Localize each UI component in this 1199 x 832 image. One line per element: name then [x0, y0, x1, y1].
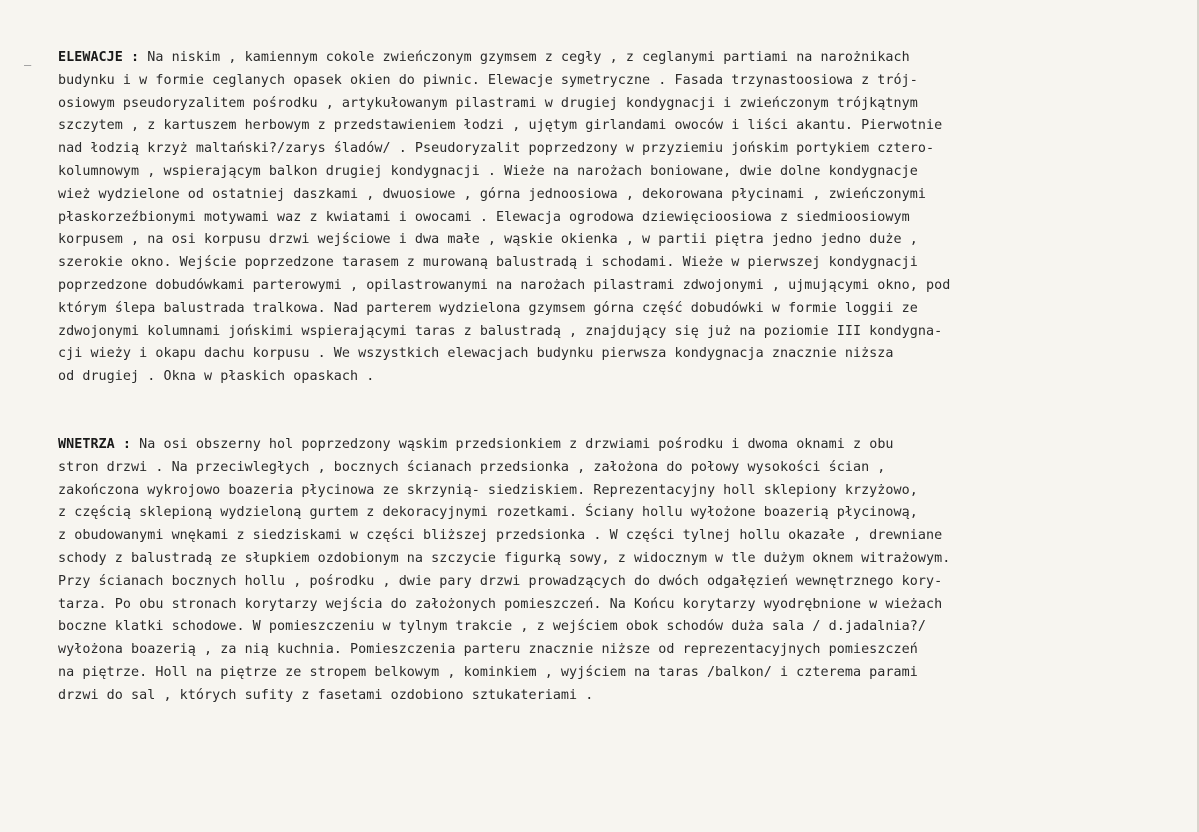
- elewacje-line-text: nad łodzią krzyż maltański?/zarys śladów/ . Pseudoryzalit poprzedzony w przyziemiu jońskim portykiem cztero-: [58, 141, 935, 157]
- wnetrza-line: [58, 457, 1163, 480]
- wnetrza-line: [58, 639, 1163, 662]
- wnetrza-line: [58, 685, 1163, 708]
- elewacje-line: [58, 298, 1163, 321]
- wnetrza-line-text: na piętrze. Holl na piętrze ze stropem belkowym , kominkiem , wyjściem na taras /balkon/ i czterema parami: [58, 664, 918, 680]
- elewacje-line-text: wież wydzielone od ostatniej daszkami , dwuosiowe , górna jednoosiowa , dekorowana płycinami , zwieńczonymi: [58, 186, 926, 202]
- elewacje-line-text: korpusem , na osi korpusu drzwi wejściowe i dwa małe , wąskie okienka , w partii piętra jedno jedno duże ,: [58, 232, 918, 248]
- elewacje-section: [58, 47, 1163, 389]
- elewacje-line-text: zdwojonymi kolumnami jońskimi wspierającymi taras z balustradą , znajdujący się już na poziomie III kondygna-: [58, 323, 943, 339]
- wnetrza-line-text: wyłożona boazerią , za nią kuchnia. Pomieszczenia parteru znacznie niższe od reprezentacyjnych pomieszczeń: [58, 642, 918, 658]
- elewacje-line: [58, 366, 1163, 389]
- elewacje-line: [58, 138, 1163, 161]
- wnetrza-line-text: Przy ścianach bocznych hollu , pośrodku , dwie pary drzwi prowadzących do dwóch odgałęzień wewnętrznego kory-: [58, 573, 943, 589]
- elewacje-line: [58, 252, 1163, 275]
- elewacje-line-text: kolumnowym , wspierającym balkon drugiej kondygnacji . Wieże na narożach boniowane, dwie dolne kondygnacje: [58, 163, 918, 179]
- elewacje-line: [58, 321, 1163, 344]
- wnetrza-line-text: stron drzwi . Na przeciwległych , bocznych ścianach przedsionka , założona do połowy wysokości ścian ,: [58, 459, 886, 475]
- wnetrza-line: [58, 502, 1163, 525]
- elewacje-line-text: szerokie okno. Wejście poprzedzone tarasem z murowaną balustradą i schodami. Wieże w pierwszej kondygnacji: [58, 255, 918, 271]
- wnetrza-line: [58, 548, 1163, 571]
- elewacje-line-text: cji wieży i okapu dachu korpusu . We wszystkich elewacjach budynku pierwsza kondygnacja znacznie niższa: [58, 346, 894, 362]
- elewacje-line-text: szczytem , z kartuszem herbowym z przedstawieniem łodzi , ujętym girlandami owoców i liści akantu. Pierwotnie: [58, 118, 943, 134]
- elewacje-line-text: poprzedzone dobudówkami parterowymi , opilastrowanymi na narożach pilastrami zdwojonymi , ujmującymi okno, pod: [58, 277, 951, 293]
- elewacje-line: [58, 275, 1163, 298]
- elewacje-line: [58, 47, 1163, 70]
- wnetrza-line-text: Na osi obszerny hol poprzedzony wąskim przedsionkiem z drzwiami pośrodku i dwoma oknami z obu: [139, 437, 894, 452]
- wnetrza-section: [58, 434, 1163, 708]
- elewacje-line-text: Na niskim , kamiennym cokole zwieńczonym gzymsem z cegły , z ceglanymi partiami na narożnikach: [147, 50, 910, 65]
- elewacje-line-text: od drugiej . Okna w płaskich opaskach .: [58, 369, 375, 385]
- elewacje-line: [58, 161, 1163, 184]
- wnetrza-line: [58, 662, 1163, 685]
- wnetrza-line: [58, 480, 1163, 503]
- margin-dash: –: [24, 58, 32, 72]
- wnetrza-line: [58, 525, 1163, 548]
- wnetrza-line-text: tarza. Po obu stronach korytarzy wejścia do założonych pomieszczeń. Na Końcu korytarzy wyodrębnione w wieżach: [58, 596, 943, 612]
- elewacje-heading: ELEWACJE :: [58, 50, 140, 65]
- wnetrza-line-text: drzwi do sal , których sufity z fasetami ozdobiono sztukateriami .: [58, 687, 594, 703]
- elewacje-line-text: płaskorzeźbionymi motywami waz z kwiatami i owocami . Elewacja ogrodowa dziewięcioosiowa z siedmioosiowym: [58, 209, 910, 225]
- wnetrza-line: [58, 571, 1163, 594]
- wnetrza-line-text: z obudowanymi wnękami z siedziskami w części bliższej przedsionka . W części tylnej hollu okazałe , drewniane: [58, 528, 943, 544]
- elewacje-line-text: którym ślepa balustrada tralkowa. Nad parterem wydzielona gzymsem górna część dobudówki w formie loggii ze: [58, 300, 918, 316]
- elewacje-line-text: osiowym pseudoryzalitem pośrodku , artykułowanym pilastrami w drugiej kondygnacji i zwieńczonym trójkątnym: [58, 95, 918, 111]
- elewacje-line: [58, 184, 1163, 207]
- elewacje-line-text: budynku i w formie ceglanych opasek okien do piwnic. Elewacje symetryczne . Fasada trzynastoosiowa z trój-: [58, 72, 918, 88]
- wnetrza-line: [58, 616, 1163, 639]
- elewacje-line: [58, 93, 1163, 116]
- wnetrza-line-text: boczne klatki schodowe. W pomieszczeniu w tylnym trakcie , z wejściem obok schodów duża sala / d.jadalnia?/: [58, 619, 926, 635]
- elewacje-line: [58, 207, 1163, 230]
- wnetrza-line-text: zakończona wykrojowo boazeria płycinowa ze skrzynią- siedziskiem. Reprezentacyjny holl sklepiony krzyżowo,: [58, 482, 918, 498]
- elewacje-line: [58, 115, 1163, 138]
- elewacje-line: [58, 229, 1163, 252]
- wnetrza-heading: WNETRZA :: [58, 437, 132, 452]
- wnetrza-line-text: z częścią sklepioną wydzieloną gurtem z dekoracyjnymi rozetkami. Ściany hollu wyłożone boazerią płycinową,: [58, 505, 918, 521]
- elewacje-line: [58, 343, 1163, 366]
- wnetrza-line: [58, 594, 1163, 617]
- wnetrza-line: [58, 434, 1163, 457]
- wnetrza-line-text: schody z balustradą ze słupkiem ozdobionym na szczycie figurką sowy, z widocznym w tle dużym oknem witrażowym.: [58, 550, 951, 566]
- elewacje-line: [58, 70, 1163, 93]
